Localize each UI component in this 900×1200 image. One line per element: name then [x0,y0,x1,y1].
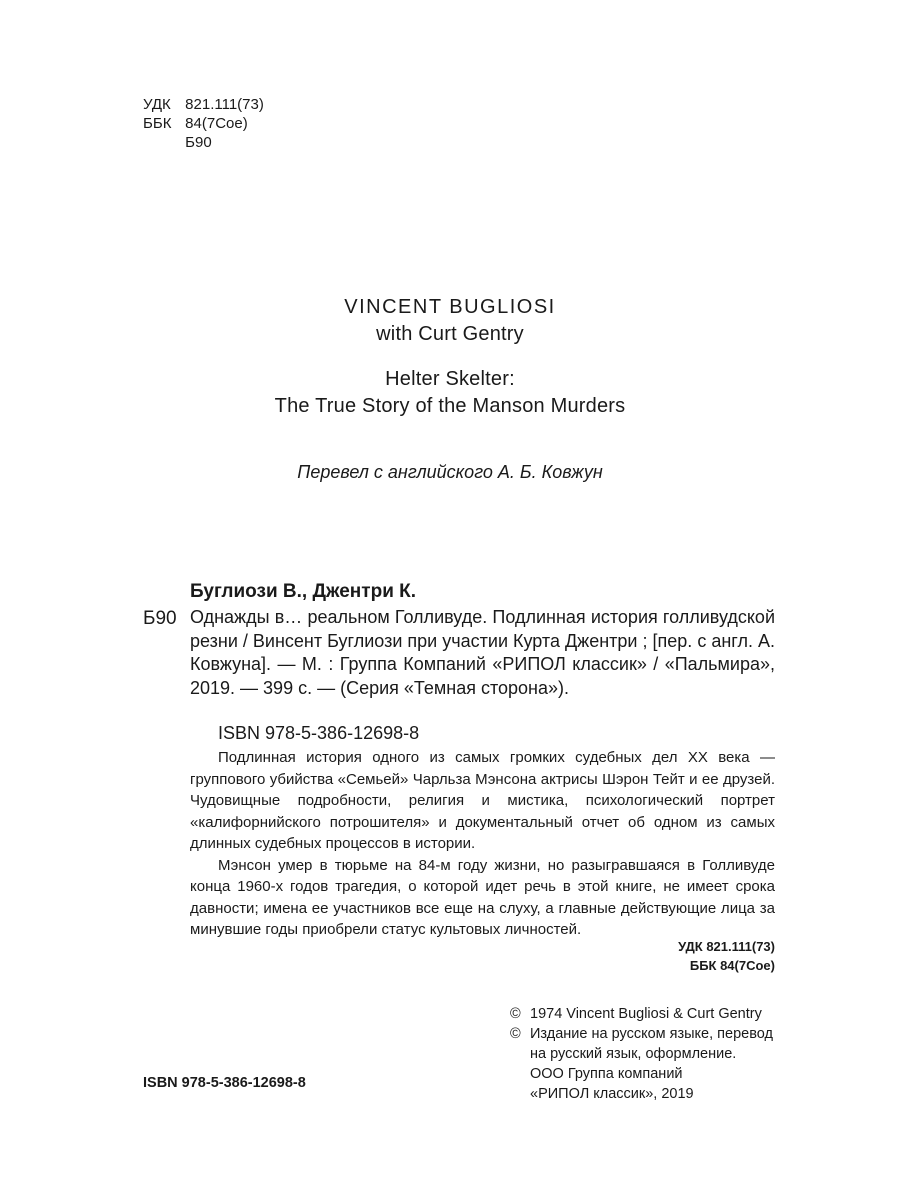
copyright-symbol: © [510,1026,521,1042]
annotation-paragraph: Подлинная история одного из самых громких судебных дел XX века — группового убийства «Семьей» Чарльза Мэнсона актрисы Шэрон Тейт и ее друзей. Чудовищные подробности, религия и мистика, психологический портрет «калифорнийского потрошителя» и документальный отчет об одном из самых длинных судебных процессов в истории. [190,749,775,852]
copyright-line2: Издание на русском языке, перевод [530,1026,773,1042]
original-author-block [0,294,900,348]
author-mark: Б90 [185,134,212,151]
annotation-paragraph: Мэнсон умер в тюрьме на 84-м году жизни, но разыгравшаяся в Голливуде конца 1960-х годов трагедия, о которой идет речь в этой книге, не имеет срока давности; имена ее участников все еще на слуху, а главные действующие лица за минувшие годы приобрели статус культовых личностей. [190,856,775,938]
record-isbn: ISBN 978-5-386-12698-8 [218,723,420,743]
author-mark-row [143,133,264,152]
bbk-value: 84(7Сое) [185,115,248,132]
copyright-line5: «РИПОЛ классик», 2019 [530,1086,694,1102]
bbk-label: ББК [143,115,172,132]
bbk-footer: ББК 84(7Сое) [689,958,775,973]
record-mark: Б90 [143,608,177,629]
bbk-row [143,114,264,133]
copyright-row [510,1024,800,1044]
isbn-footer: ISBN 978-5-386-12698-8 [143,1075,306,1091]
translator-note: Перевел с английского А. Б. Ковжун [297,462,603,482]
udk-row [143,95,264,114]
original-author: VINCENT BUGLIOSI [344,296,556,318]
udk-value: 821.111(73) [185,96,264,113]
copyright-line1: 1974 Vincent Bugliosi & Curt Gentry [530,1006,762,1022]
copyright-line3: на русский язык, оформление. [530,1046,737,1062]
record-heading: Буглиози В., Джентри К. [190,581,417,602]
copyright-row [510,1004,800,1024]
original-title-line1: Helter Skelter: [385,368,515,390]
record-description: Однажды в… реальном Голливуде. Подлинная история голливудской резни / Винсент Буглиози при участии Курта Джентри ; [пер. с англ. А. Ковжуна]. — М. : Группа Компаний «РИПОЛ классик» / «Пальмира», 2019. — 399 с. — (Серия «Темная сторона»). [190,607,775,698]
copyright-block [510,1004,800,1104]
classification-footer [560,937,775,975]
original-title-block [0,366,900,420]
original-coauthor: with Curt Gentry [376,323,524,345]
annotation [190,747,775,941]
udk-footer: УДК 821.111(73) [678,939,775,954]
copyright-symbol: © [510,1006,521,1022]
classification-block [143,95,264,152]
original-title-line2: The True Story of the Manson Murders [274,395,626,417]
copyright-line4: ООО Группа компаний [530,1066,683,1082]
udk-label: УДК [143,96,171,113]
